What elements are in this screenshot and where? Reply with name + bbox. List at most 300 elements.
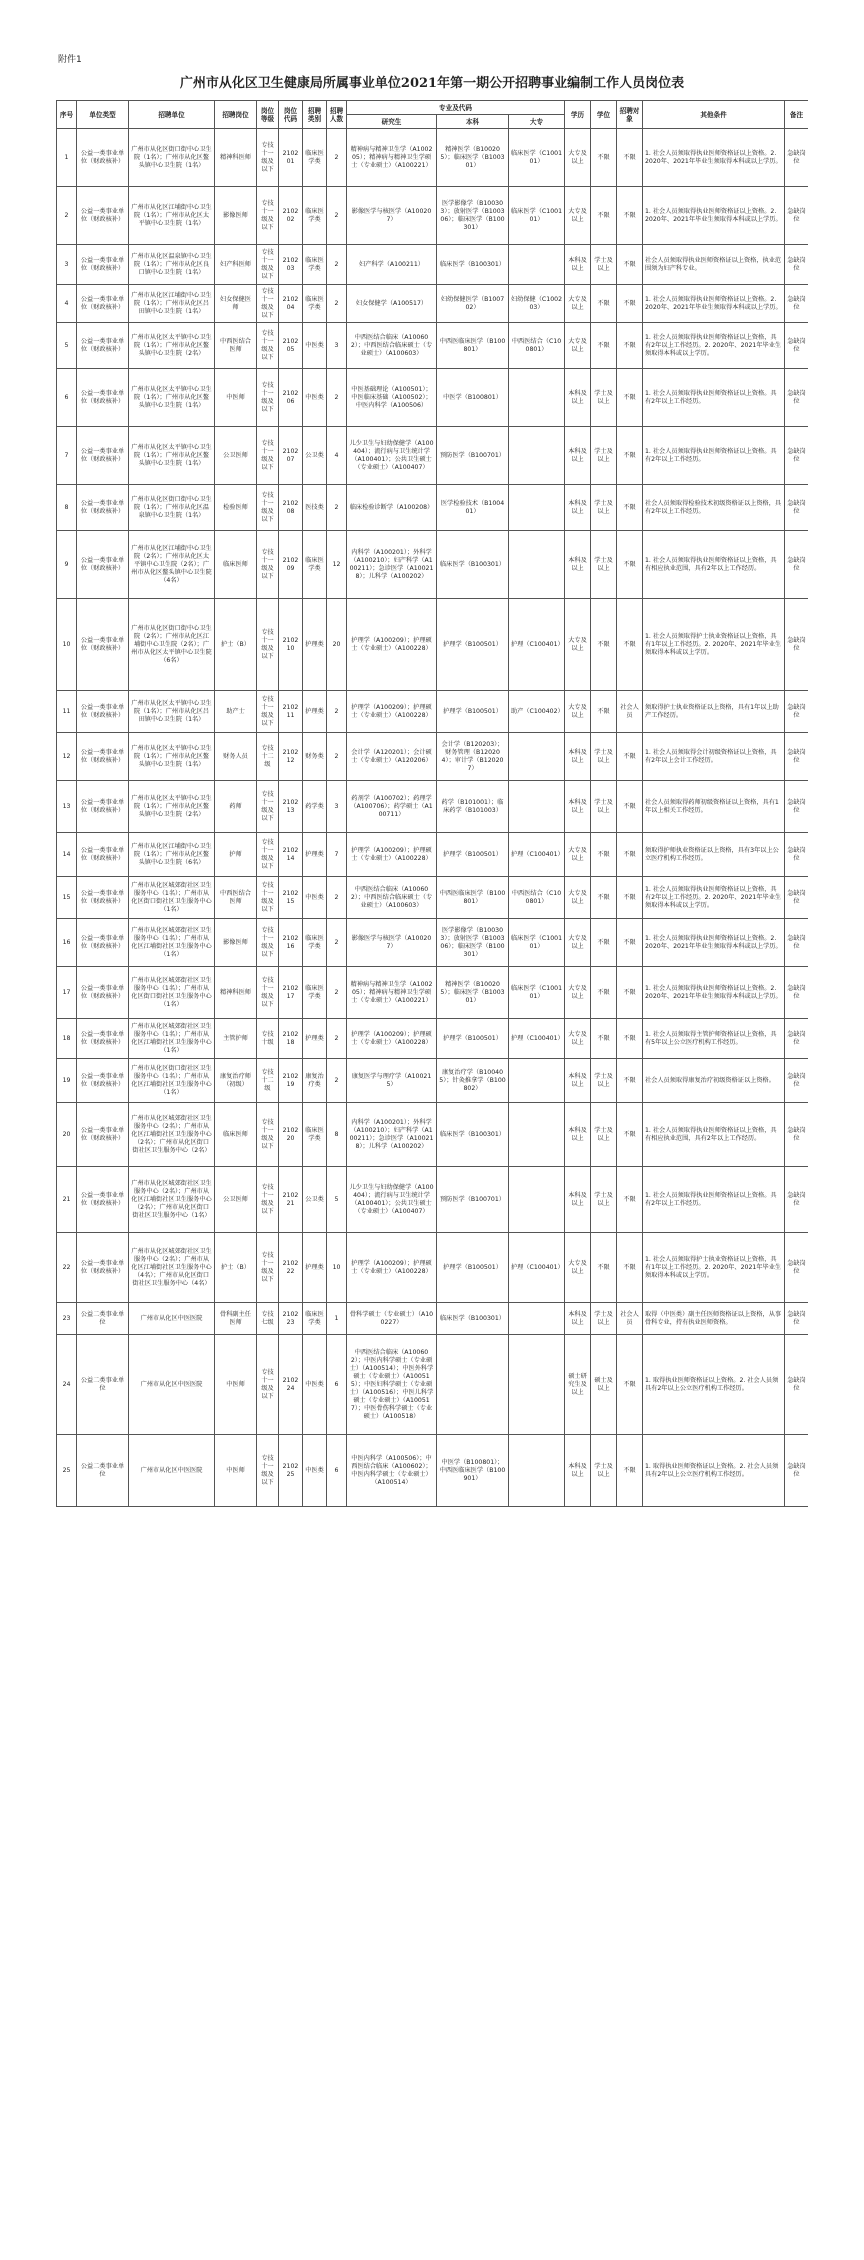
- cell-unit: 广州市从化区城郊街社区卫生服务中心（1名）；广州市从化区街口街社区卫生服务中心（1名）: [129, 967, 215, 1019]
- cell-grad: 影像医学与核医学（A100207）: [347, 187, 437, 245]
- cell-code: 210208: [279, 485, 303, 531]
- cell-count: 2: [327, 733, 347, 781]
- cell-unit: 广州市从化区江埔街中心卫生院（2名）；广州市从化区太平镇中心卫生院（2名）；广州市从化区鳌头镇中心卫生院（4名）: [129, 531, 215, 599]
- cell-grad: 中西医结合临床（A100602）；中西医结合临床硕士（专业硕士）（A100603）: [347, 323, 437, 369]
- cell-note: 急缺岗位: [785, 733, 809, 781]
- cell-count: 2: [327, 1019, 347, 1059]
- cell-bachelor: [437, 1335, 509, 1435]
- cell-note: 急缺岗位: [785, 967, 809, 1019]
- cell-target: 不限: [617, 599, 643, 691]
- cell-bachelor: 康复治疗学（B100405）；针灸推拿学（B100802）: [437, 1059, 509, 1103]
- cell-degree: 学士及以上: [591, 245, 617, 285]
- cell-level: 专技十一级及以下: [257, 323, 279, 369]
- cell-edu: 本科及以上: [565, 369, 591, 427]
- cell-note: 急缺岗位: [785, 323, 809, 369]
- cell-edu: 本科及以上: [565, 733, 591, 781]
- cell-grad: 内科学（A100201）；外科学（A100210）；妇产科学（A100211）；急诊医学（A100218）；儿科学（A100202）: [347, 1103, 437, 1167]
- table-row: [57, 285, 809, 323]
- cell-level: 专技十二级: [257, 733, 279, 781]
- cell-level: 专技十一级及以下: [257, 531, 279, 599]
- cell-note: 急缺岗位: [785, 599, 809, 691]
- col-note: 备注: [785, 101, 809, 129]
- cell-other: 1. 社会人员须取得执业医师资格证以上资格。具有2年以上工作经历。: [643, 369, 785, 427]
- cell-grad: 中医基础理论（A100501）；中医临床基础（A100502）；中医内科学（A100506）: [347, 369, 437, 427]
- cell-category: 临床医学类: [303, 285, 327, 323]
- cell-edu: 本科及以上: [565, 1303, 591, 1335]
- cell-unit: 广州市从化区太平镇中心卫生院（1名）；广州市从化区鳌头镇中心卫生院（1名）: [129, 427, 215, 485]
- cell-other: 1. 社会人员须取得主管护师资格证以上资格，具有5年以上公立医疗机构工作经历。: [643, 1019, 785, 1059]
- cell-note: 急缺岗位: [785, 1059, 809, 1103]
- cell-category: 临床医学类: [303, 967, 327, 1019]
- cell-code: 210213: [279, 781, 303, 833]
- cell-grad: 会计学（A120201）；会计硕士（专业硕士）（A120206）: [347, 733, 437, 781]
- cell-college: [509, 1059, 565, 1103]
- cell-count: 2: [327, 967, 347, 1019]
- cell-edu: 本科及以上: [565, 781, 591, 833]
- cell-college: 护理（C100401）: [509, 833, 565, 877]
- cell-level: 专技十一级及以下: [257, 129, 279, 187]
- cell-code: 210209: [279, 531, 303, 599]
- cell-college: 护理（C100401）: [509, 599, 565, 691]
- cell-unit-type: 公益一类事业单位（财政核补）: [77, 485, 129, 531]
- cell-category: 中医类: [303, 877, 327, 919]
- cell-unit-type: 公益一类事业单位（财政核补）: [77, 323, 129, 369]
- cell-other: 1. 社会人员须取得执业医师资格证以上资格，具有2年以上工作经历。2. 2020年、2021年毕业生须取得本科或以上学历。: [643, 323, 785, 369]
- cell-grad: 护理学（A100209）；护理硕士（专业硕士）（A100228）: [347, 691, 437, 733]
- table-row: [57, 1335, 809, 1435]
- cell-other: 1. 社会人员须取得会计初级资格证以上资格，具有2年以上会计工作经历。: [643, 733, 785, 781]
- cell-seq: 24: [57, 1335, 77, 1435]
- cell-position: 中西医结合医师: [215, 323, 257, 369]
- col-count: 招聘人数: [327, 101, 347, 129]
- cell-college: 妇幼保健（C100203）: [509, 285, 565, 323]
- cell-grad: 中西医结合临床（A100602）；中医内科学硕士（专业硕士）（A100514）；中医外科学硕士（专业硕士）（A100515）；中医妇科学硕士（专业硕士）（A100516）；中医儿科学硕士（专业硕士）（A100517）；中医骨伤科学硕士（专业硕士）（A100518）: [347, 1335, 437, 1435]
- cell-count: 10: [327, 1233, 347, 1303]
- col-position: 招聘岗位: [215, 101, 257, 129]
- cell-edu: 大专及以上: [565, 919, 591, 967]
- cell-code: 210212: [279, 733, 303, 781]
- cell-seq: 12: [57, 733, 77, 781]
- cell-edu: 大专及以上: [565, 599, 591, 691]
- table-row: [57, 919, 809, 967]
- cell-bachelor: 预防医学（B100701）: [437, 427, 509, 485]
- cell-unit-type: 公益一类事业单位（财政核补）: [77, 1233, 129, 1303]
- table-row: [57, 1435, 809, 1507]
- cell-edu: 大专及以上: [565, 187, 591, 245]
- cell-bachelor: 护理学（B100501）: [437, 599, 509, 691]
- col-edu: 学历: [565, 101, 591, 129]
- cell-unit-type: 公益一类事业单位（财政核补）: [77, 877, 129, 919]
- cell-target: 不限: [617, 1335, 643, 1435]
- cell-unit-type: 公益一类事业单位（财政核补）: [77, 919, 129, 967]
- cell-unit-type: 公益一类事业单位（财政核补）: [77, 967, 129, 1019]
- cell-category: 临床医学类: [303, 129, 327, 187]
- cell-bachelor: 临床医学（B100301）: [437, 245, 509, 285]
- cell-other: 1. 社会人员须取得执业医师资格证以上资格。2. 2020年、2021年毕业生须取得本科或以上学历。: [643, 187, 785, 245]
- cell-seq: 23: [57, 1303, 77, 1335]
- cell-college: 中西医结合（C100801）: [509, 877, 565, 919]
- cell-unit: 广州市从化区街口街中心卫生院（1名）；广州市从化区鳌头镇中心卫生院（1名）: [129, 129, 215, 187]
- cell-position: 公卫医师: [215, 1167, 257, 1233]
- cell-college: 临床医学（C100101）: [509, 967, 565, 1019]
- cell-grad: 护理学（A100209）；护理硕士（专业硕士）（A100228）: [347, 833, 437, 877]
- cell-college: [509, 531, 565, 599]
- cell-other: 1. 社会人员须取得护士执业资格证以上资格，具有1年以上工作经历。2. 2020年、2021年毕业生须取得本科或以上学历。: [643, 599, 785, 691]
- cell-seq: 3: [57, 245, 77, 285]
- cell-other: 1. 社会人员须取得执业医师资格证以上资格，具有相应执业范围，具有2年以上工作经历。: [643, 531, 785, 599]
- cell-degree: 不限: [591, 187, 617, 245]
- cell-edu: 大专及以上: [565, 1233, 591, 1303]
- cell-grad: 精神病与精神卫生学（A100205）；精神病与精神卫生学硕士（专业硕士）（A100221）: [347, 129, 437, 187]
- table-row: [57, 245, 809, 285]
- cell-target: 不限: [617, 369, 643, 427]
- cell-unit: 广州市从化区太平镇中心卫生院（1名）；广州市从化区鳌头镇中心卫生院（2名）: [129, 323, 215, 369]
- cell-seq: 19: [57, 1059, 77, 1103]
- cell-bachelor: 护理学（B100501）: [437, 1019, 509, 1059]
- cell-college: 护理（C100401）: [509, 1019, 565, 1059]
- cell-target: 不限: [617, 1019, 643, 1059]
- cell-grad: 影像医学与核医学（A100207）: [347, 919, 437, 967]
- cell-other: 1. 社会人员须取得执业医师资格证以上资格，具有相应执业范围，具有2年以上工作经历。: [643, 1103, 785, 1167]
- cell-bachelor: 临床医学（B100301）: [437, 1103, 509, 1167]
- cell-college: 护理（C100401）: [509, 1233, 565, 1303]
- cell-edu: 大专及以上: [565, 323, 591, 369]
- cell-degree: 学士及以上: [591, 531, 617, 599]
- cell-grad: 护理学（A100209）；护理硕士（专业硕士）（A100228）: [347, 1233, 437, 1303]
- cell-target: 不限: [617, 427, 643, 485]
- cell-grad: 中西医结合临床（A100602）；中西医结合临床硕士（专业硕士）（A100603）: [347, 877, 437, 919]
- cell-bachelor: 药学（B101001）；临床药学（B101003）: [437, 781, 509, 833]
- table-row: [57, 599, 809, 691]
- cell-position: 妇产科医师: [215, 245, 257, 285]
- cell-bachelor: 中医学（B100801）: [437, 369, 509, 427]
- col-major: 专业及代码: [347, 101, 565, 115]
- cell-other: 1. 社会人员须取得执业医师资格证以上资格。2. 2020年、2021年毕业生须取得本科或以上学历。: [643, 919, 785, 967]
- table-row: [57, 733, 809, 781]
- cell-unit: 广州市从化区江埔街中心卫生院（1名）；广州市从化区吕田镇中心卫生院（1名）: [129, 285, 215, 323]
- cell-target: 不限: [617, 781, 643, 833]
- cell-degree: 学士及以上: [591, 1103, 617, 1167]
- cell-level: 专技十一级及以下: [257, 485, 279, 531]
- cell-code: 210211: [279, 691, 303, 733]
- cell-degree: 不限: [591, 877, 617, 919]
- cell-count: 3: [327, 781, 347, 833]
- cell-level: 专技十一级及以下: [257, 285, 279, 323]
- cell-position: 精神科医师: [215, 967, 257, 1019]
- cell-bachelor: 精神医学（B100205）；临床医学（B100301）: [437, 967, 509, 1019]
- cell-code: 210204: [279, 285, 303, 323]
- table-row: [57, 877, 809, 919]
- cell-unit-type: 公益一类事业单位（财政核补）: [77, 1059, 129, 1103]
- cell-unit-type: 公益一类事业单位（财政核补）: [77, 531, 129, 599]
- cell-target: 不限: [617, 285, 643, 323]
- cell-bachelor: 医学影像学（B100303）；放射医学（B100306）；临床医学（B100301）: [437, 187, 509, 245]
- cell-college: [509, 1435, 565, 1507]
- cell-note: 急缺岗位: [785, 427, 809, 485]
- cell-unit-type: 公益一类事业单位（财政核补）: [77, 285, 129, 323]
- cell-edu: 大专及以上: [565, 877, 591, 919]
- cell-position: 骨科副主任医师: [215, 1303, 257, 1335]
- cell-target: 不限: [617, 1103, 643, 1167]
- position-table-container: [56, 100, 808, 2260]
- cell-degree: 学士及以上: [591, 1435, 617, 1507]
- cell-grad: 精神病与精神卫生学（A100205）；精神病与精神卫生学硕士（专业硕士）（A100221）: [347, 967, 437, 1019]
- cell-seq: 9: [57, 531, 77, 599]
- cell-college: 临床医学（C100101）: [509, 187, 565, 245]
- cell-category: 中医类: [303, 323, 327, 369]
- cell-college: 临床医学（C100101）: [509, 919, 565, 967]
- cell-unit: 广州市从化区街口街中心卫生院（2名）；广州市从化区江埔街中心卫生院（2名）；广州市从化区太平镇中心卫生院（6名）: [129, 599, 215, 691]
- cell-code: 210219: [279, 1059, 303, 1103]
- table-row: [57, 531, 809, 599]
- cell-position: 影像医师: [215, 919, 257, 967]
- cell-degree: 不限: [591, 1233, 617, 1303]
- cell-position: 护师: [215, 833, 257, 877]
- table-row: [57, 369, 809, 427]
- cell-note: 急缺岗位: [785, 485, 809, 531]
- cell-college: [509, 245, 565, 285]
- table-row: [57, 427, 809, 485]
- cell-other: 1. 社会人员须取得执业医师资格证以上资格。2. 2020年、2021年毕业生须取得本科或以上学历。: [643, 285, 785, 323]
- cell-count: 8: [327, 1103, 347, 1167]
- cell-category: 财务类: [303, 733, 327, 781]
- cell-position: 临床医师: [215, 1103, 257, 1167]
- cell-seq: 25: [57, 1435, 77, 1507]
- cell-unit: 广州市从化区城郊街社区卫生服务中心（1名）；广州市从化区江埔街社区卫生服务中心（1名）: [129, 919, 215, 967]
- cell-seq: 21: [57, 1167, 77, 1233]
- cell-position: 药师: [215, 781, 257, 833]
- col-other: 其他条件: [643, 101, 785, 129]
- cell-count: 4: [327, 427, 347, 485]
- cell-count: 12: [327, 531, 347, 599]
- cell-college: [509, 1335, 565, 1435]
- cell-grad: 中医内科学（A100506）；中西医结合临床（A100602）；中医内科学硕士（专业硕士）（A100514）: [347, 1435, 437, 1507]
- cell-position: 中医师: [215, 369, 257, 427]
- cell-grad: 康复医学与理疗学（A100215）: [347, 1059, 437, 1103]
- cell-target: 不限: [617, 919, 643, 967]
- cell-grad: 妇产科学（A100211）: [347, 245, 437, 285]
- cell-category: 康复治疗类: [303, 1059, 327, 1103]
- cell-seq: 20: [57, 1103, 77, 1167]
- cell-grad: 护理学（A100209）；护理硕士（专业硕士）（A100228）: [347, 599, 437, 691]
- cell-position: 影像医师: [215, 187, 257, 245]
- cell-code: 210220: [279, 1103, 303, 1167]
- cell-bachelor: 医学影像学（B100303）；放射医学（B100306）；临床医学（B100301）: [437, 919, 509, 967]
- cell-note: 急缺岗位: [785, 919, 809, 967]
- cell-code: 210221: [279, 1167, 303, 1233]
- cell-position: 助产士: [215, 691, 257, 733]
- cell-bachelor: 护理学（B100501）: [437, 1233, 509, 1303]
- cell-degree: 学士及以上: [591, 427, 617, 485]
- table-row: [57, 967, 809, 1019]
- cell-target: 不限: [617, 1435, 643, 1507]
- cell-edu: 本科及以上: [565, 427, 591, 485]
- cell-unit-type: 公益二类事业单位: [77, 1435, 129, 1507]
- cell-unit-type: 公益一类事业单位（财政核补）: [77, 781, 129, 833]
- cell-degree: 不限: [591, 967, 617, 1019]
- cell-college: [509, 1167, 565, 1233]
- cell-target: 社会人员: [617, 1303, 643, 1335]
- cell-code: 210210: [279, 599, 303, 691]
- cell-unit-type: 公益一类事业单位（财政核补）: [77, 599, 129, 691]
- cell-category: 护理类: [303, 599, 327, 691]
- cell-level: 专技十二级: [257, 1059, 279, 1103]
- cell-edu: 本科及以上: [565, 1059, 591, 1103]
- cell-count: 1: [327, 1303, 347, 1335]
- col-unit: 招聘单位: [129, 101, 215, 129]
- cell-bachelor: 医学检验技术（B100401）: [437, 485, 509, 531]
- cell-seq: 22: [57, 1233, 77, 1303]
- cell-target: 不限: [617, 1167, 643, 1233]
- cell-count: 6: [327, 1435, 347, 1507]
- cell-code: 210218: [279, 1019, 303, 1059]
- cell-note: 急缺岗位: [785, 1303, 809, 1335]
- cell-bachelor: 会计学（B120203）；财务管理（B120204）；审计学（B120207）: [437, 733, 509, 781]
- cell-seq: 8: [57, 485, 77, 531]
- cell-seq: 10: [57, 599, 77, 691]
- cell-level: 专技十一级及以下: [257, 427, 279, 485]
- cell-code: 210203: [279, 245, 303, 285]
- cell-seq: 17: [57, 967, 77, 1019]
- cell-level: 专技十一级及以下: [257, 599, 279, 691]
- cell-unit: 广州市从化区江埔街中心卫生院（1名）；广州市从化区太平镇中心卫生院（1名）: [129, 187, 215, 245]
- cell-degree: 不限: [591, 1019, 617, 1059]
- cell-unit: 广州市从化区中医医院: [129, 1303, 215, 1335]
- cell-position: 公卫医师: [215, 427, 257, 485]
- cell-unit: 广州市从化区中医医院: [129, 1335, 215, 1435]
- col-degree: 学位: [591, 101, 617, 129]
- cell-degree: 学士及以上: [591, 781, 617, 833]
- cell-degree: 不限: [591, 323, 617, 369]
- table-row: [57, 129, 809, 187]
- cell-category: 药学类: [303, 781, 327, 833]
- table-row: [57, 781, 809, 833]
- table-row: [57, 323, 809, 369]
- cell-count: 2: [327, 285, 347, 323]
- cell-degree: 学士及以上: [591, 1059, 617, 1103]
- cell-other: 1. 社会人员须取得执业医师资格证以上资格。具有2年以上工作经历。: [643, 1167, 785, 1233]
- table-row: [57, 485, 809, 531]
- cell-note: 急缺岗位: [785, 833, 809, 877]
- cell-unit: 广州市从化区城郊街社区卫生服务中心（1名）；广州市从化区江埔街社区卫生服务中心（1名）: [129, 1019, 215, 1059]
- cell-category: 医技类: [303, 485, 327, 531]
- cell-unit-type: 公益一类事业单位（财政核补）: [77, 691, 129, 733]
- cell-degree: 不限: [591, 599, 617, 691]
- cell-seq: 11: [57, 691, 77, 733]
- cell-position: 康复治疗师（初级）: [215, 1059, 257, 1103]
- cell-unit: 广州市从化区太平镇中心卫生院（1名）；广州市从化区鳌头镇中心卫生院（2名）: [129, 781, 215, 833]
- cell-level: 专技十一级及以下: [257, 691, 279, 733]
- cell-count: 7: [327, 833, 347, 877]
- cell-unit-type: 公益一类事业单位（财政核补）: [77, 833, 129, 877]
- cell-bachelor: 精神医学（B100205）；临床医学（B100301）: [437, 129, 509, 187]
- cell-degree: 不限: [591, 285, 617, 323]
- cell-note: 急缺岗位: [785, 877, 809, 919]
- cell-unit: 广州市从化区温泉镇中心卫生院（1名）；广州市从化区良口镇中心卫生院（1名）: [129, 245, 215, 285]
- cell-edu: 本科及以上: [565, 1167, 591, 1233]
- cell-level: 专技十一级及以下: [257, 967, 279, 1019]
- col-category: 招聘类别: [303, 101, 327, 129]
- cell-college: [509, 427, 565, 485]
- cell-bachelor: 中西医临床医学（B100801）: [437, 877, 509, 919]
- cell-code: 210205: [279, 323, 303, 369]
- cell-seq: 14: [57, 833, 77, 877]
- col-seq: 序号: [57, 101, 77, 129]
- cell-grad: 临床检验诊断学（A100208）: [347, 485, 437, 531]
- cell-category: 临床医学类: [303, 919, 327, 967]
- cell-code: 210222: [279, 1233, 303, 1303]
- cell-note: 急缺岗位: [785, 129, 809, 187]
- table-header: [57, 101, 809, 129]
- table-row: [57, 691, 809, 733]
- cell-degree: 硕士及以上: [591, 1335, 617, 1435]
- cell-seq: 1: [57, 129, 77, 187]
- cell-other: 社会人员须取得执业医师资格证以上资格，执业范围须为妇产科专业。: [643, 245, 785, 285]
- cell-target: 不限: [617, 129, 643, 187]
- cell-college: [509, 369, 565, 427]
- cell-target: 不限: [617, 877, 643, 919]
- cell-target: 不限: [617, 323, 643, 369]
- cell-note: 急缺岗位: [785, 245, 809, 285]
- cell-target: 不限: [617, 187, 643, 245]
- cell-degree: 不限: [591, 833, 617, 877]
- cell-target: 不限: [617, 833, 643, 877]
- cell-edu: 本科及以上: [565, 245, 591, 285]
- cell-edu: 硕士研究生及以上: [565, 1335, 591, 1435]
- cell-count: 2: [327, 485, 347, 531]
- attachment-label: 附件1: [58, 55, 82, 65]
- table-row: [57, 1103, 809, 1167]
- cell-college: 助产（C100402）: [509, 691, 565, 733]
- cell-bachelor: 中西医临床医学（B100801）: [437, 323, 509, 369]
- cell-degree: 学士及以上: [591, 485, 617, 531]
- cell-category: 公卫类: [303, 427, 327, 485]
- cell-note: 急缺岗位: [785, 1233, 809, 1303]
- cell-unit: 广州市从化区太平镇中心卫生院（1名）；广州市从化区吕田镇中心卫生院（1名）: [129, 691, 215, 733]
- cell-bachelor: 预防医学（B100701）: [437, 1167, 509, 1233]
- cell-grad: 骨科学硕士（专业硕士）（A100227）: [347, 1303, 437, 1335]
- table-row: [57, 1233, 809, 1303]
- cell-unit: 广州市从化区城郊街社区卫生服务中心（2名）；广州市从化区江埔街社区卫生服务中心（2名）；广州市从化区街口街社区卫生服务中心（1名）: [129, 1167, 215, 1233]
- cell-degree: 不限: [591, 919, 617, 967]
- cell-code: 210223: [279, 1303, 303, 1335]
- cell-level: 专技十一级及以下: [257, 187, 279, 245]
- cell-other: 社会人员须取得检验技术初级资格证以上资格，具有2年以上工作经历。: [643, 485, 785, 531]
- cell-unit-type: 公益一类事业单位（财政核补）: [77, 129, 129, 187]
- cell-edu: 大专及以上: [565, 285, 591, 323]
- cell-bachelor: 护理学（B100501）: [437, 833, 509, 877]
- cell-unit: 广州市从化区城郊街社区卫生服务中心（1名）；广州市从化区街口街社区卫生服务中心（1名）: [129, 877, 215, 919]
- cell-grad: 儿少卫生与妇幼保健学（A100404）；流行病与卫生统计学（A100401）；公共卫生硕士（专业硕士）（A100407）: [347, 427, 437, 485]
- cell-unit: 广州市从化区城郊街社区卫生服务中心（2名）；广州市从化区江埔街社区卫生服务中心（2名）；广州市从化区街口街社区卫生服务中心（2名）: [129, 1103, 215, 1167]
- cell-level: 专技十一级及以下: [257, 781, 279, 833]
- cell-unit-type: 公益一类事业单位（财政核补）: [77, 245, 129, 285]
- cell-seq: 15: [57, 877, 77, 919]
- cell-edu: 大专及以上: [565, 1019, 591, 1059]
- table-body: [57, 129, 809, 1507]
- cell-other: 1. 社会人员须取得执业医师资格证以上资格，具有2年以上工作经历。2. 2020年、2021年毕业生须取得本科或以上学历。: [643, 877, 785, 919]
- cell-code: 210224: [279, 1335, 303, 1435]
- col-target: 招聘对象: [617, 101, 643, 129]
- cell-note: 急缺岗位: [785, 691, 809, 733]
- cell-bachelor: 护理学（B100501）: [437, 691, 509, 733]
- cell-code: 210217: [279, 967, 303, 1019]
- cell-position: 精神科医师: [215, 129, 257, 187]
- cell-college: [509, 1303, 565, 1335]
- cell-count: 6: [327, 1335, 347, 1435]
- cell-college: [509, 733, 565, 781]
- cell-count: 2: [327, 877, 347, 919]
